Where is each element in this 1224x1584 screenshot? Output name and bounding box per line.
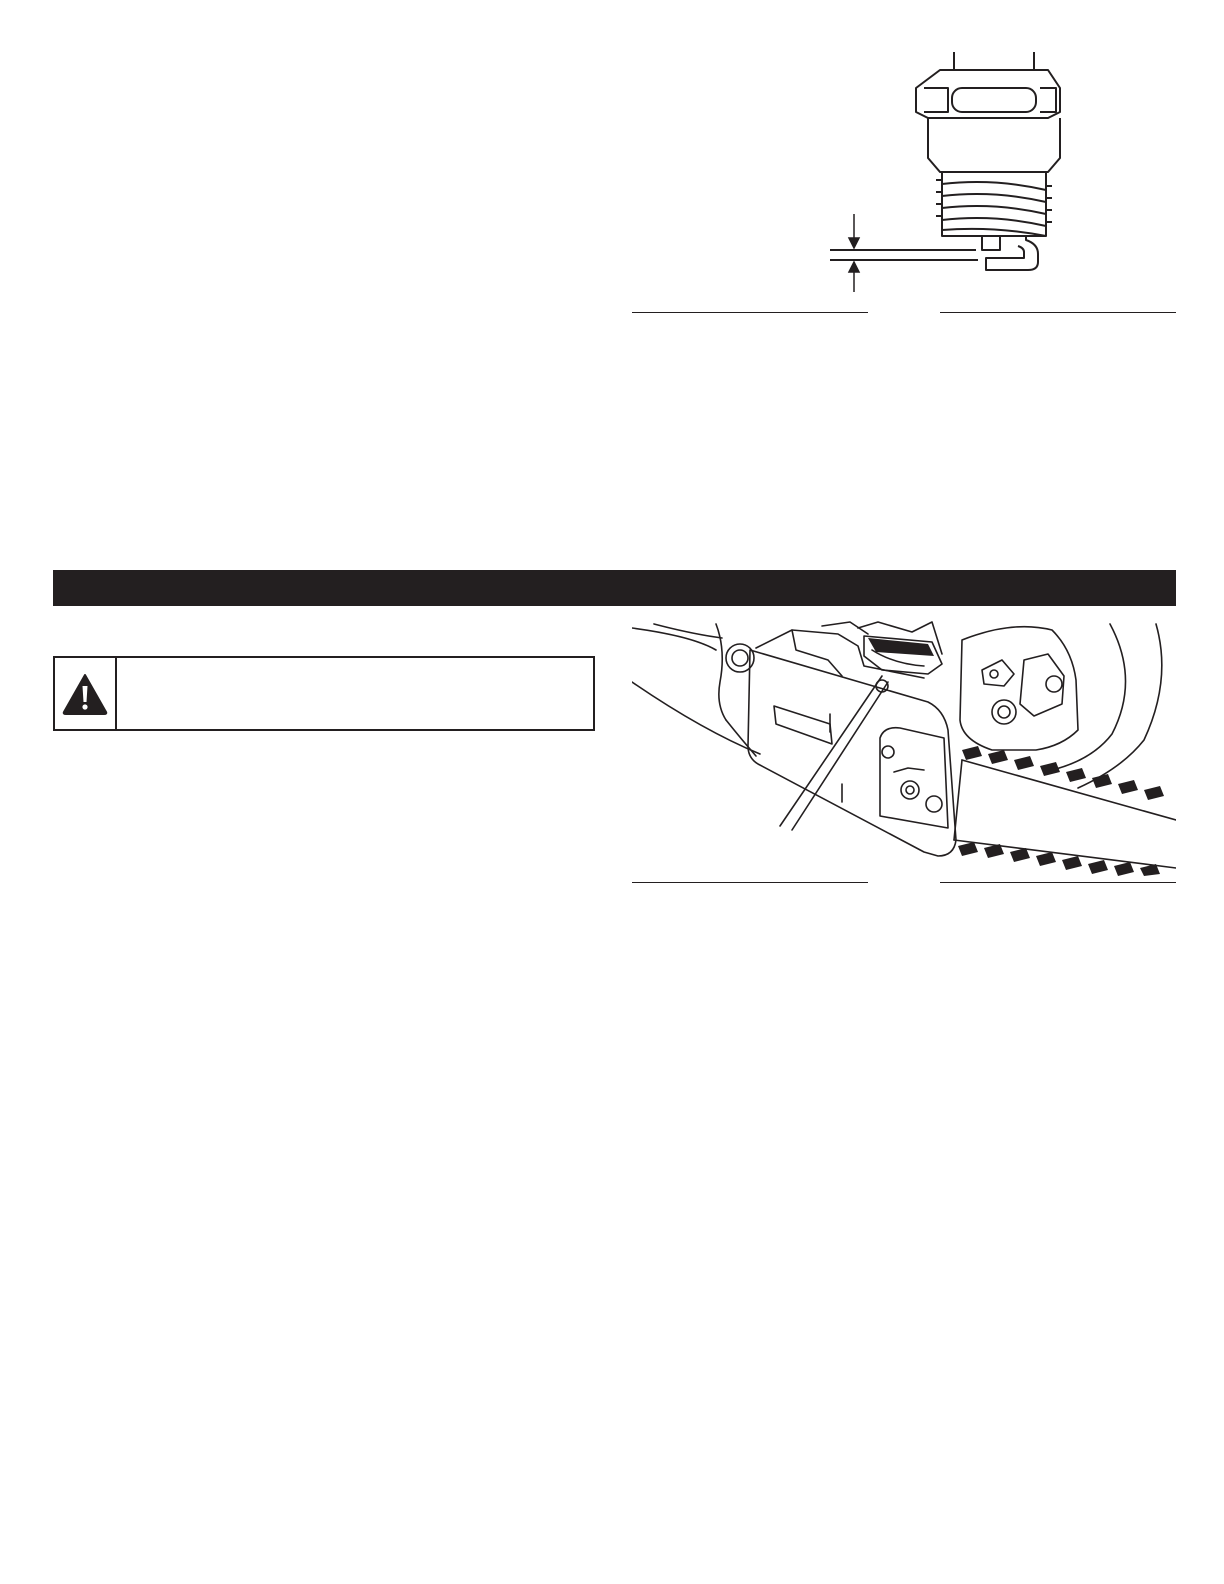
chainsaw-side-cover-illustration xyxy=(632,620,1176,876)
figure-rule-left-2 xyxy=(632,882,868,883)
section-heading-bar xyxy=(53,570,1176,606)
figure-caption-2 xyxy=(868,870,940,890)
warning-icon-cell xyxy=(55,658,117,729)
figure-rule-right-2 xyxy=(940,882,1176,883)
figure-caption xyxy=(868,300,940,320)
figure-rule-left xyxy=(632,312,868,313)
warning-triangle-icon xyxy=(62,673,108,715)
spark-plug-figure xyxy=(800,40,1100,300)
spark-plug-gap-illustration xyxy=(800,40,1100,300)
chainsaw-figure xyxy=(632,620,1176,876)
figure-rule-right xyxy=(940,312,1176,313)
warning-box xyxy=(53,656,595,731)
